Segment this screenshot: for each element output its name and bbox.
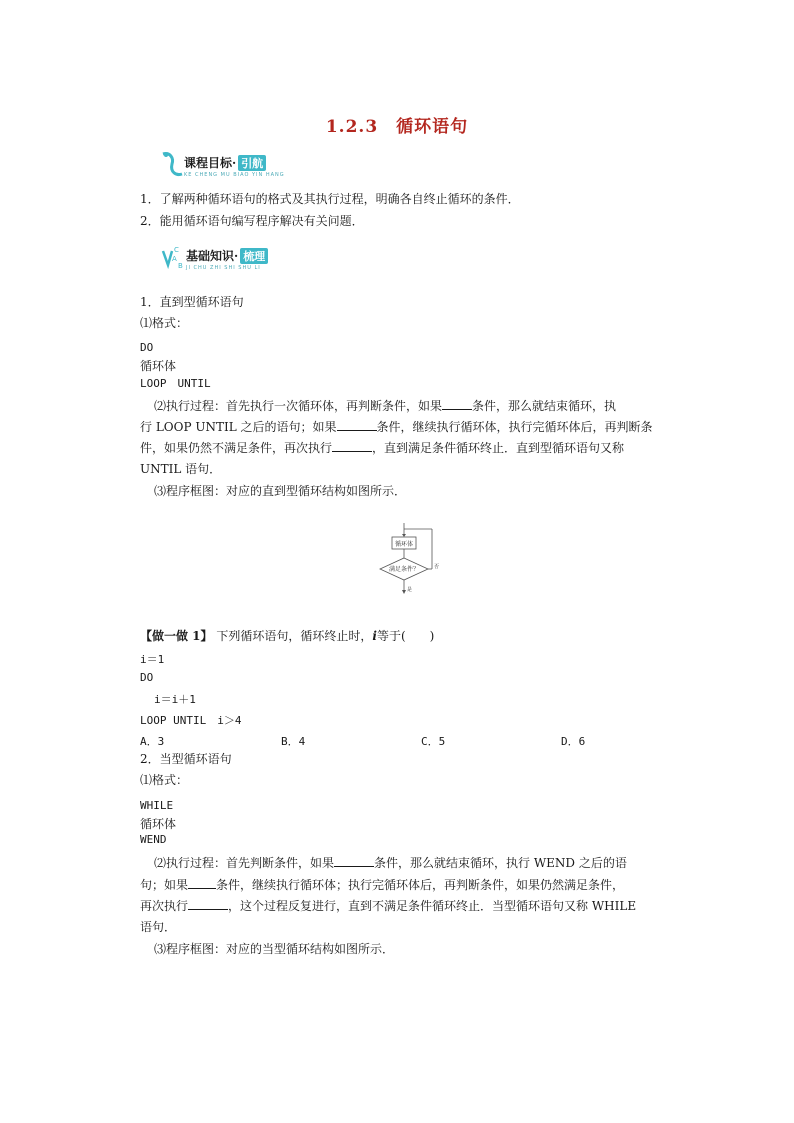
process-text: ⑵执行过程：首先执行一次循环体，再判断条件，如果 条件，那么就结束循环，执 <box>154 399 617 413</box>
fill-blank[interactable] <box>442 397 472 410</box>
process-text: 件，如果仍然不满足条件，再次执行 ，直到满足条件循环终止．直到型循环语句又称 <box>140 441 625 455</box>
code-line: 循环体 <box>140 817 177 831</box>
code-line: DO <box>140 341 154 354</box>
banner-subtitle: JI CHU ZHI SHI SHU LI <box>186 265 261 271</box>
goal-item: 1．了解两种循环语句的格式及其执行过程，明确各自终止循环的条件． <box>140 192 520 206</box>
code-line: WEND <box>140 833 167 846</box>
svg-text:B: B <box>178 262 183 270</box>
process-text: ⑵执行过程：首先判断条件，如果 条件，那么就结束循环，执行 WEND 之后的语 <box>154 856 627 870</box>
process-text: 句；如果 条件，继续执行循环体；执行完循环体后，再判断条件，如果仍然满足条件， <box>140 878 625 892</box>
banner-letters-icon <box>160 243 186 273</box>
fill-blank[interactable] <box>188 876 216 889</box>
process-text: 再次执行 ，这个过程反复进行，直到不满足条件循环终止．当型循环语句又称 WHILE <box>140 899 637 913</box>
banner-swoosh-icon <box>160 150 184 180</box>
section-heading: 1．直到型循环语句 <box>140 295 244 309</box>
fill-blank[interactable] <box>188 897 228 910</box>
basic-knowledge-banner <box>160 243 310 273</box>
banner-title: 课程目标· <box>184 156 237 170</box>
banner-highlight: 引航 <box>238 155 266 171</box>
flow-box-label: 循环体 <box>394 541 414 548</box>
banner-title: 基础知识· <box>186 249 239 263</box>
option-a[interactable]: A．3 <box>140 735 165 748</box>
diagram-label: ⑶程序框图：对应的当型循环结构如图所示． <box>154 942 395 956</box>
course-goals-banner <box>160 150 300 180</box>
banner-highlight: 梳理 <box>240 248 268 264</box>
goal-item: 2．能用循环语句编写程序解决有关问题． <box>140 214 364 228</box>
fill-blank[interactable] <box>332 439 372 452</box>
code-line: 循环体 <box>140 359 177 373</box>
code-line: i＝1 <box>140 653 165 666</box>
section-heading: 2．当型循环语句 <box>140 752 232 766</box>
option-c[interactable]: C．5 <box>421 735 446 748</box>
option-b[interactable]: B．4 <box>281 735 306 748</box>
code-line: LOOP UNTIL i＞4 <box>140 714 242 727</box>
process-text: UNTIL 语句． <box>140 462 222 476</box>
code-line: WHILE <box>140 799 174 812</box>
exercise-question: 【做一做 1】 下列循环语句，循环终止时，i等于( ) <box>140 629 435 643</box>
flow-cond-label: 满足条件？ <box>388 566 420 573</box>
code-line: i＝i＋1 <box>154 693 196 706</box>
fill-blank[interactable] <box>334 854 374 867</box>
process-text: 语句． <box>140 920 177 934</box>
process-text: 行 LOOP UNTIL 之后的语句；如果 条件，继续执行循环体，执行完循环体后，再判断条 <box>140 420 653 434</box>
code-line: LOOP UNTIL <box>140 377 211 390</box>
fill-blank[interactable] <box>337 418 377 431</box>
svg-text:C: C <box>174 246 179 254</box>
format-label: ⑴格式： <box>140 316 189 330</box>
diagram-label: ⑶程序框图：对应的直到型循环结构如图所示． <box>154 484 407 498</box>
code-line: DO <box>140 671 154 684</box>
svg-text:A: A <box>172 255 177 263</box>
banner-subtitle: KE CHENG MU BIAO YIN HANG <box>184 172 285 178</box>
page-title: 1.2.3 循环语句 <box>325 117 469 137</box>
exercise-label: 【做一做 1】 <box>140 629 213 643</box>
option-d[interactable]: D．6 <box>561 735 586 748</box>
until-loop-flowchart <box>374 523 444 598</box>
format-label: ⑴格式： <box>140 773 189 787</box>
flow-yes-label: 是 <box>407 587 413 593</box>
flow-no-label: 否 <box>434 564 440 570</box>
